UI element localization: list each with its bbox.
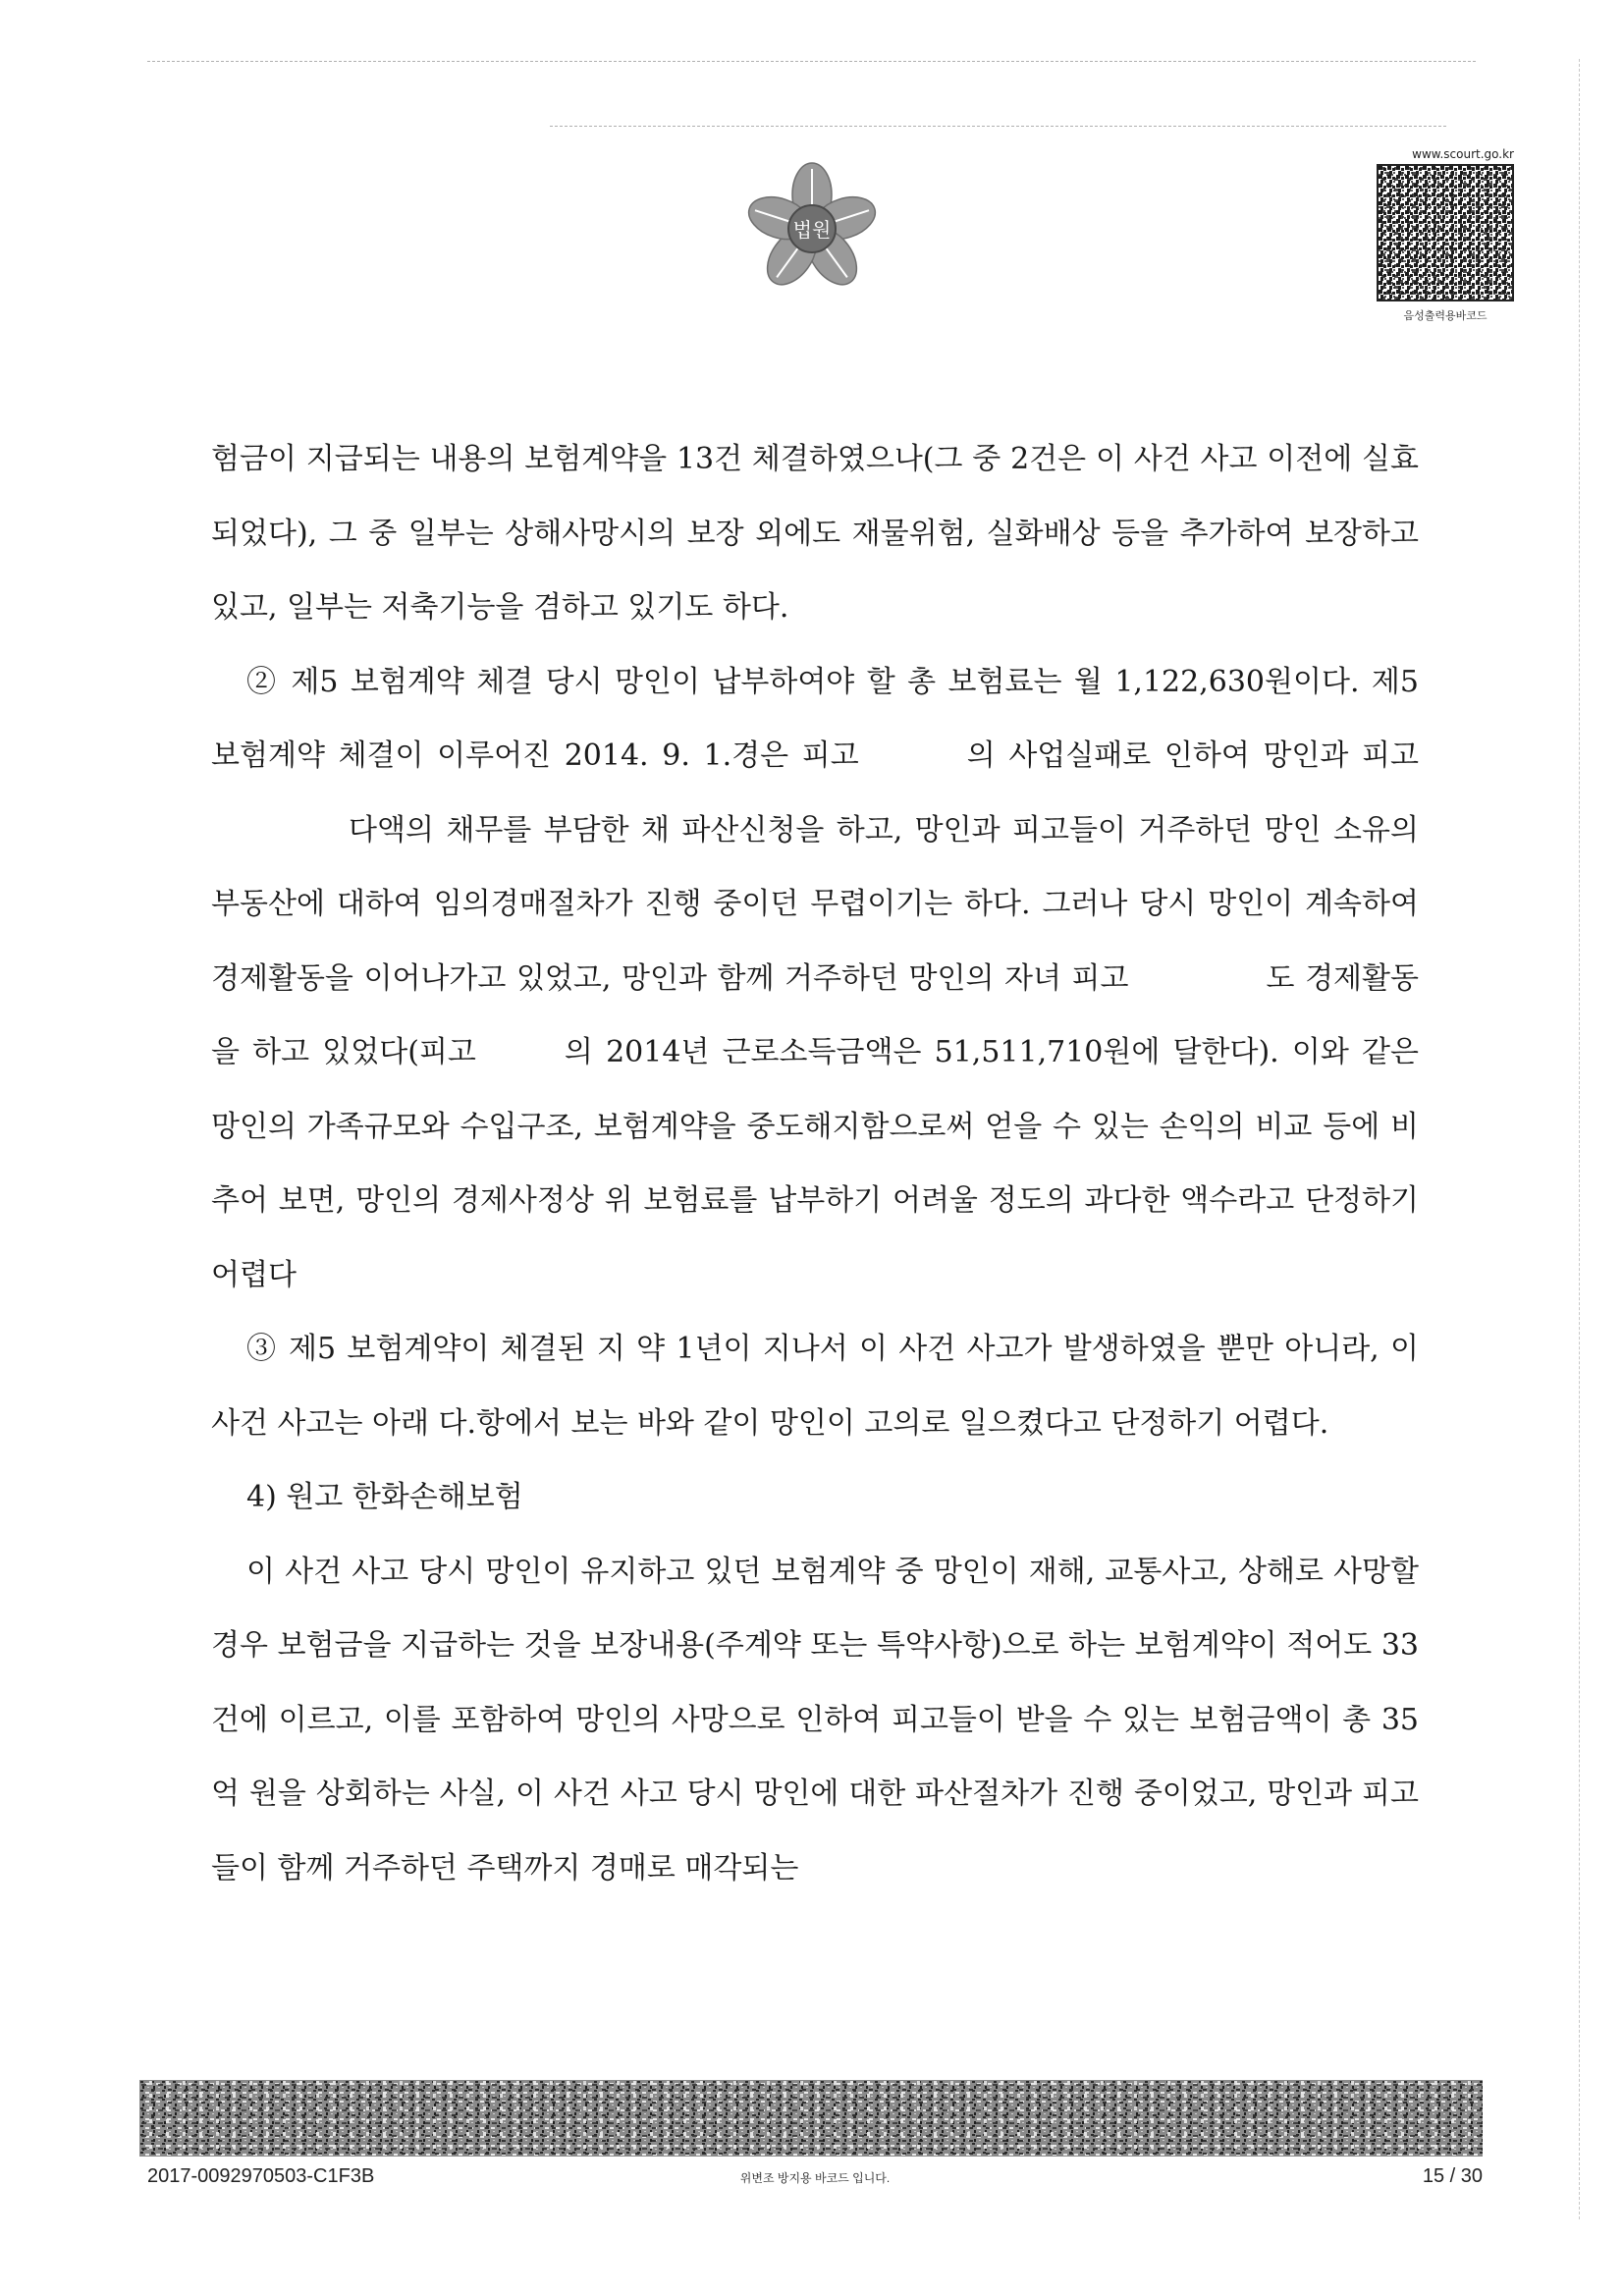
paragraph: ③ 제5 보험계약이 체결된 지 약 1년이 지나서 이 사건 사고가 발생하였을 뿐만 아니라, 이 사건 사고는 아래 다.항에서 보는 바와 같이 망인이 고의로 일으켰다고 단정하기 어렵다. bbox=[211, 1332, 1419, 1441]
redaction bbox=[1129, 987, 1267, 988]
voice-barcode bbox=[1377, 147, 1514, 323]
scan-edge bbox=[1579, 59, 1580, 2219]
redaction bbox=[211, 839, 349, 840]
redaction bbox=[476, 1061, 565, 1062]
text-run: 다액의 채무를 부담한 채 파산신청을 하고, 망인과 피고들이 거주하던 망인 소유의 부동산에 대하여 임의경매절차가 진행 중이던 무렵이기는 하다. 그러나 당시 망인이 계속하여 경제활동을 이어나가고 있었고, 망인과 함께 거주하던 망인의 자녀 피고 bbox=[211, 812, 1419, 996]
barcode-caption: 음성출력용바코드 bbox=[1403, 309, 1488, 322]
page-footer bbox=[147, 2165, 1483, 2193]
paragraph bbox=[211, 645, 1419, 1313]
anti-forgery-barcode bbox=[139, 2080, 1483, 2157]
section-heading: 4) 원고 한화손해보험 bbox=[246, 1480, 523, 1514]
text-run: ② 제5 보험계약 체결 당시 망인이 납부하여야 할 총 보험료는 월 1,122,630원이다. 제5 보험계약 체결이 이루어진 2014. 9. 1.경은 피고 bbox=[211, 664, 1419, 773]
text-run: 의 사업실패로 인하여 망인과 피고 bbox=[966, 738, 1419, 773]
document-body bbox=[211, 422, 1419, 1905]
document-id: 2017-0092970503-C1F3B bbox=[147, 2165, 375, 2187]
barcode-url: www.scourt.go.kr bbox=[1412, 147, 1514, 161]
barcode-image bbox=[1377, 164, 1514, 301]
scan-line bbox=[550, 126, 1446, 127]
redaction bbox=[859, 764, 967, 765]
text-run: 도 경제활동을 하고 있었다(피고 bbox=[211, 960, 1420, 1069]
paragraph: 이 사건 사고 당시 망인이 유지하고 있던 보험계약 중 망인이 재해, 교통사고, 상해로 사망할 경우 보험금을 지급하는 것을 보장내용(주계약 또는 특약사항)으로 하는 보험계약이 적어도 33건에 이르고, 이를 포함하여 망인의 사망으로 인하여 피고들이 받을 수 있는 보험금액이 총 35억 원을 상회하는 사실, 이 사건 사고 당시 망인에 대한 파산절차가 진행 중이었고, 망인과 피고들이 함께 거주하던 주택까지 경매로 매각되는 bbox=[211, 1554, 1419, 1886]
emblem-label: 법원 bbox=[792, 218, 832, 242]
court-emblem bbox=[738, 155, 886, 302]
paragraph: 험금이 지급되는 내용의 보험계약을 13건 체결하였으나(그 중 2건은 이 사건 사고 이전에 실효되었다), 그 중 일부는 상해사망시의 보장 외에도 재물위험, 실화배상 등을 추가하여 보장하고 있고, 일부는 저축기능을 겸하고 있기도 하다. bbox=[211, 442, 1419, 625]
barcode-notice: 위변조 방지용 바코드 입니다. bbox=[739, 2171, 891, 2185]
page-number: 15 / 30 bbox=[1422, 2165, 1483, 2187]
scan-line bbox=[147, 61, 1476, 62]
text-run: 의 2014년 근로소득금액은 51,511,710원에 달한다). 이와 같은 망인의 가족규모와 수입구조, 보험계약을 중도해지함으로써 얻을 수 있는 손익의 비교 등에 비추어 보면, 망인의 경제사정상 위 보험료를 납부하기 어려울 정도의 과다한 액수라고 단정하기 어렵다 bbox=[211, 1035, 1419, 1292]
